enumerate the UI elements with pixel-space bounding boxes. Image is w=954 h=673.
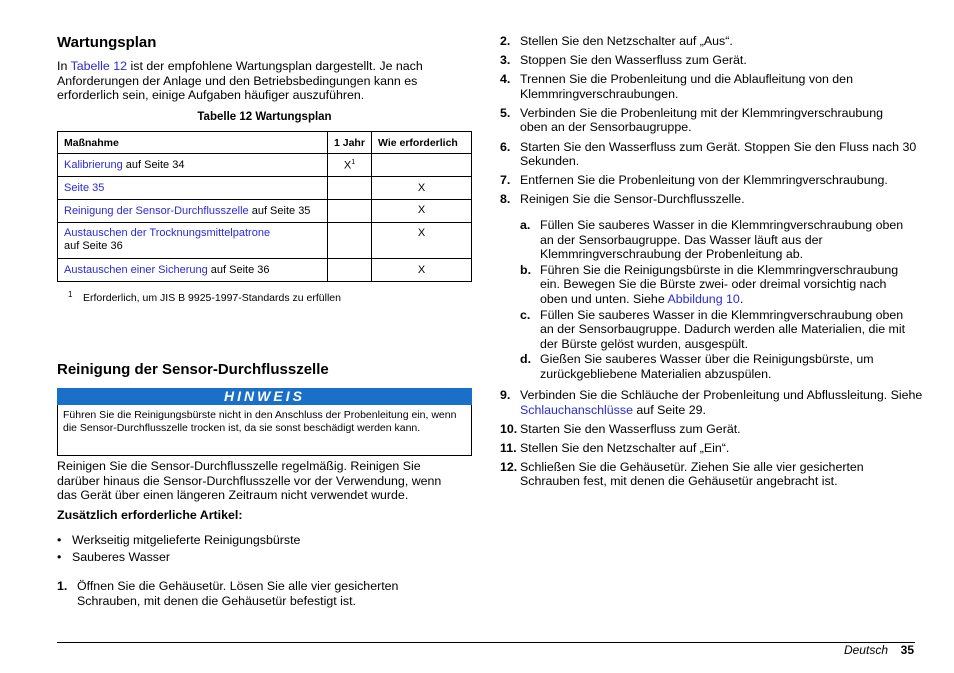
step-number: 1. xyxy=(57,579,68,593)
intro-pre: In xyxy=(57,59,71,73)
cell-needed: X xyxy=(372,200,472,223)
step-text: Stoppen Sie den Wasserfluss zum Gerät. xyxy=(520,53,747,68)
substep-letter: d. xyxy=(520,352,532,367)
cell-year xyxy=(328,223,372,259)
step-5 xyxy=(500,106,910,135)
list-item-text: Sauberes Wasser xyxy=(72,549,171,564)
step-text: Entfernen Sie die Probenleitung von der Klemmringverschraubung. xyxy=(520,173,888,188)
step-6 xyxy=(500,140,935,169)
cell-rest: auf Seite 34 xyxy=(122,159,185,171)
step-text: Schließen Sie die Gehäusetür. Ziehen Sie alle vier gesicherten Schrauben fest, mit denen die Gehäusetür angebracht ist. xyxy=(520,459,864,489)
cell-measure xyxy=(58,177,328,200)
table-caption: Tabelle 12 Wartungsplan xyxy=(197,111,332,123)
link-seite-35[interactable]: Seite 35 xyxy=(64,182,105,194)
substep-letter: c. xyxy=(520,307,531,322)
link-reinigung[interactable]: Reinigung der Sensor-Durchflusszelle xyxy=(64,205,249,217)
schlauchanschluesse-link[interactable]: Schlauchanschlüsse xyxy=(520,402,633,417)
step-number: 6. xyxy=(500,139,511,154)
step-text: Verbinden Sie die Probenleitung mit der Klemmringverschraubung oben an der Sensorbaugruppe. xyxy=(520,105,883,135)
step-number: 9. xyxy=(500,388,511,402)
cell-measure xyxy=(58,223,328,259)
substep-letter: b. xyxy=(520,262,532,277)
footnote-ref: 1 xyxy=(351,158,356,166)
substep-text: Gießen Sie sauberes Wasser über die Reinigungsbürste, um zurückgebliebene Materialien abzuspülen. xyxy=(540,352,874,381)
col-header-year: 1 Jahr xyxy=(328,132,372,154)
step-text: Öffnen Sie die Gehäusetür. Lösen Sie alle vier gesicherten Schrauben, mit denen die Gehäusetür befestigt ist. xyxy=(77,579,399,608)
table-row xyxy=(58,223,472,259)
col-header-measure: Maßnahme xyxy=(58,132,328,154)
cell-measure xyxy=(58,154,328,177)
cell-year xyxy=(328,154,372,177)
substeps xyxy=(520,218,915,382)
substep-b xyxy=(520,263,915,307)
abbildung-10-link[interactable]: Abbildung 10 xyxy=(667,291,740,306)
cell-rest: auf Seite 35 xyxy=(248,205,311,217)
items-title: Zusätzlich erforderliche Artikel: xyxy=(57,508,243,522)
step-10 xyxy=(500,422,920,437)
cell-year xyxy=(328,200,372,223)
table-row xyxy=(58,177,472,200)
cell-year xyxy=(328,259,372,282)
step-text: Trennen Sie die Probenleitung und die Ablaufleitung von den Klemmringverschraubungen. xyxy=(520,72,853,101)
substep-d xyxy=(520,352,900,381)
cell-rest: auf Seite 36 xyxy=(207,264,270,276)
cell-measure xyxy=(58,259,328,282)
step-number: 4. xyxy=(500,72,511,87)
step-text: Verbinden Sie die Schläuche der Probenleitung und Abflussleitung. Siehe xyxy=(520,388,923,402)
steps-right-b xyxy=(500,388,923,489)
step-number: 11. xyxy=(500,440,517,455)
footnote-text: Erforderlich, um JIS B 9925-1997-Standards zu erfüllen xyxy=(83,292,341,304)
table-row xyxy=(58,200,472,223)
step-number: 5. xyxy=(500,105,511,120)
step-11 xyxy=(500,441,920,456)
table-12-link[interactable]: Tabelle 12 xyxy=(70,59,128,73)
step-number: 7. xyxy=(500,173,511,188)
step-7 xyxy=(500,173,920,188)
substep-text: Führen Sie die Reinigungsbürste in die Klemmringverschraubung ein. Bewegen Sie die Bürste zwei- oder dreimal vorsichtig nach oben und unten. Siehe xyxy=(540,262,899,306)
cell-needed: X xyxy=(372,259,472,282)
substep-a xyxy=(520,218,910,262)
step-text: Starten Sie den Wasserfluss zum Gerät. xyxy=(520,421,741,436)
step-post: auf Seite 29. xyxy=(632,402,706,417)
steps-right-a xyxy=(500,34,920,207)
cell-needed: X xyxy=(372,223,472,259)
list-item-text: Werkseitig mitgelieferte Reinigungsbürste xyxy=(72,533,301,547)
intro-post: ist der empfohlene Wartungsplan dargestellt. Je nach Anforderungen der Anlage und den Betriebsbedingungen kann es erforderlich sein, einige Aufgaben häufiger auszuführen. xyxy=(57,59,423,103)
section-title-reinigung: Reinigung der Sensor-Durchflusszelle xyxy=(57,361,329,378)
cell-needed: X xyxy=(372,177,472,200)
note-header: HINWEIS xyxy=(57,388,472,405)
step-text: Reinigen Sie die Sensor-Durchflusszelle. xyxy=(520,192,745,207)
link-sicherung[interactable]: Austauschen einer Sicherung xyxy=(64,264,208,276)
bullet-icon: • xyxy=(57,549,62,564)
cell-year xyxy=(328,177,372,200)
link-kalibrierung[interactable]: Kalibrierung xyxy=(64,159,123,171)
cleaning-paragraph: Reinigen Sie die Sensor-Durchflusszelle regelmäßig. Reinigen Sie darüber hinaus die Sensor-Durchflusszelle vor der Verwendung, wenn das Gerät über einen längeren Zeitraum nicht verwendet wurde. xyxy=(57,459,442,503)
table-header-row xyxy=(58,132,472,154)
substep-letter: a. xyxy=(520,218,531,232)
substep-post: . xyxy=(739,291,744,306)
items-list xyxy=(57,533,457,564)
step-text: Stellen Sie den Netzschalter auf „Aus“. xyxy=(520,34,733,48)
step-3 xyxy=(500,53,920,68)
substep-text: Füllen Sie sauberes Wasser in die Klemmringverschraubung oben an der Sensorbaugruppe. Dadurch werden alle Materialien, die mit der Bürste gelöst wurden, ausgespült. xyxy=(540,307,906,351)
footer-divider xyxy=(57,642,915,643)
step-number: 2. xyxy=(500,34,511,48)
footnote-mark: 1 xyxy=(68,290,73,299)
col-header-needed: Wie erforderlich xyxy=(372,132,472,154)
step-4 xyxy=(500,72,870,101)
page-number: 35 xyxy=(900,643,914,657)
step-2 xyxy=(500,34,920,49)
intro-paragraph xyxy=(57,59,457,103)
step-number: 3. xyxy=(500,53,511,68)
substep-text: Füllen Sie sauberes Wasser in die Klemmringverschraubung oben an der Sensorbaugruppe. Das Wasser läuft aus der Klemmringverschraubung der Probenleitung ab. xyxy=(540,218,904,262)
step-text: Starten Sie den Wasserfluss zum Gerät. Stoppen Sie den Fluss nach 30 Sekunden. xyxy=(520,139,917,169)
link-trocknungsmittel[interactable]: Austauschen der Trocknungsmittelpatrone xyxy=(64,227,271,239)
maintenance-table xyxy=(57,131,472,282)
step-text: Stellen Sie den Netzschalter auf „Ein“. xyxy=(520,440,730,455)
footer-language: Deutsch xyxy=(843,643,888,657)
step-12 xyxy=(500,460,920,489)
step-1 xyxy=(57,579,437,608)
list-item xyxy=(57,533,457,548)
step-8 xyxy=(500,192,920,207)
substep-c xyxy=(520,308,920,352)
step-9 xyxy=(500,388,930,417)
cell-needed xyxy=(372,154,472,177)
step-number: 8. xyxy=(500,192,511,207)
section-title-wartungsplan: Wartungsplan xyxy=(57,34,157,51)
table-row xyxy=(58,154,472,177)
note-body: Führen Sie die Reinigungsbürste nicht in den Anschluss der Probenleitung ein, wenn die Sensor-Durchflusszelle trocken ist, da sie sonst beschädigt werden kann. xyxy=(57,405,472,456)
cell-year-value: X xyxy=(343,159,352,172)
cell-measure xyxy=(58,200,328,223)
list-item xyxy=(57,550,457,565)
step-number: 10. xyxy=(500,421,518,436)
step-number: 12. xyxy=(500,459,518,474)
bullet-icon: • xyxy=(57,533,62,547)
cell-rest: auf Seite 36 xyxy=(64,240,123,252)
table-row xyxy=(58,259,472,282)
